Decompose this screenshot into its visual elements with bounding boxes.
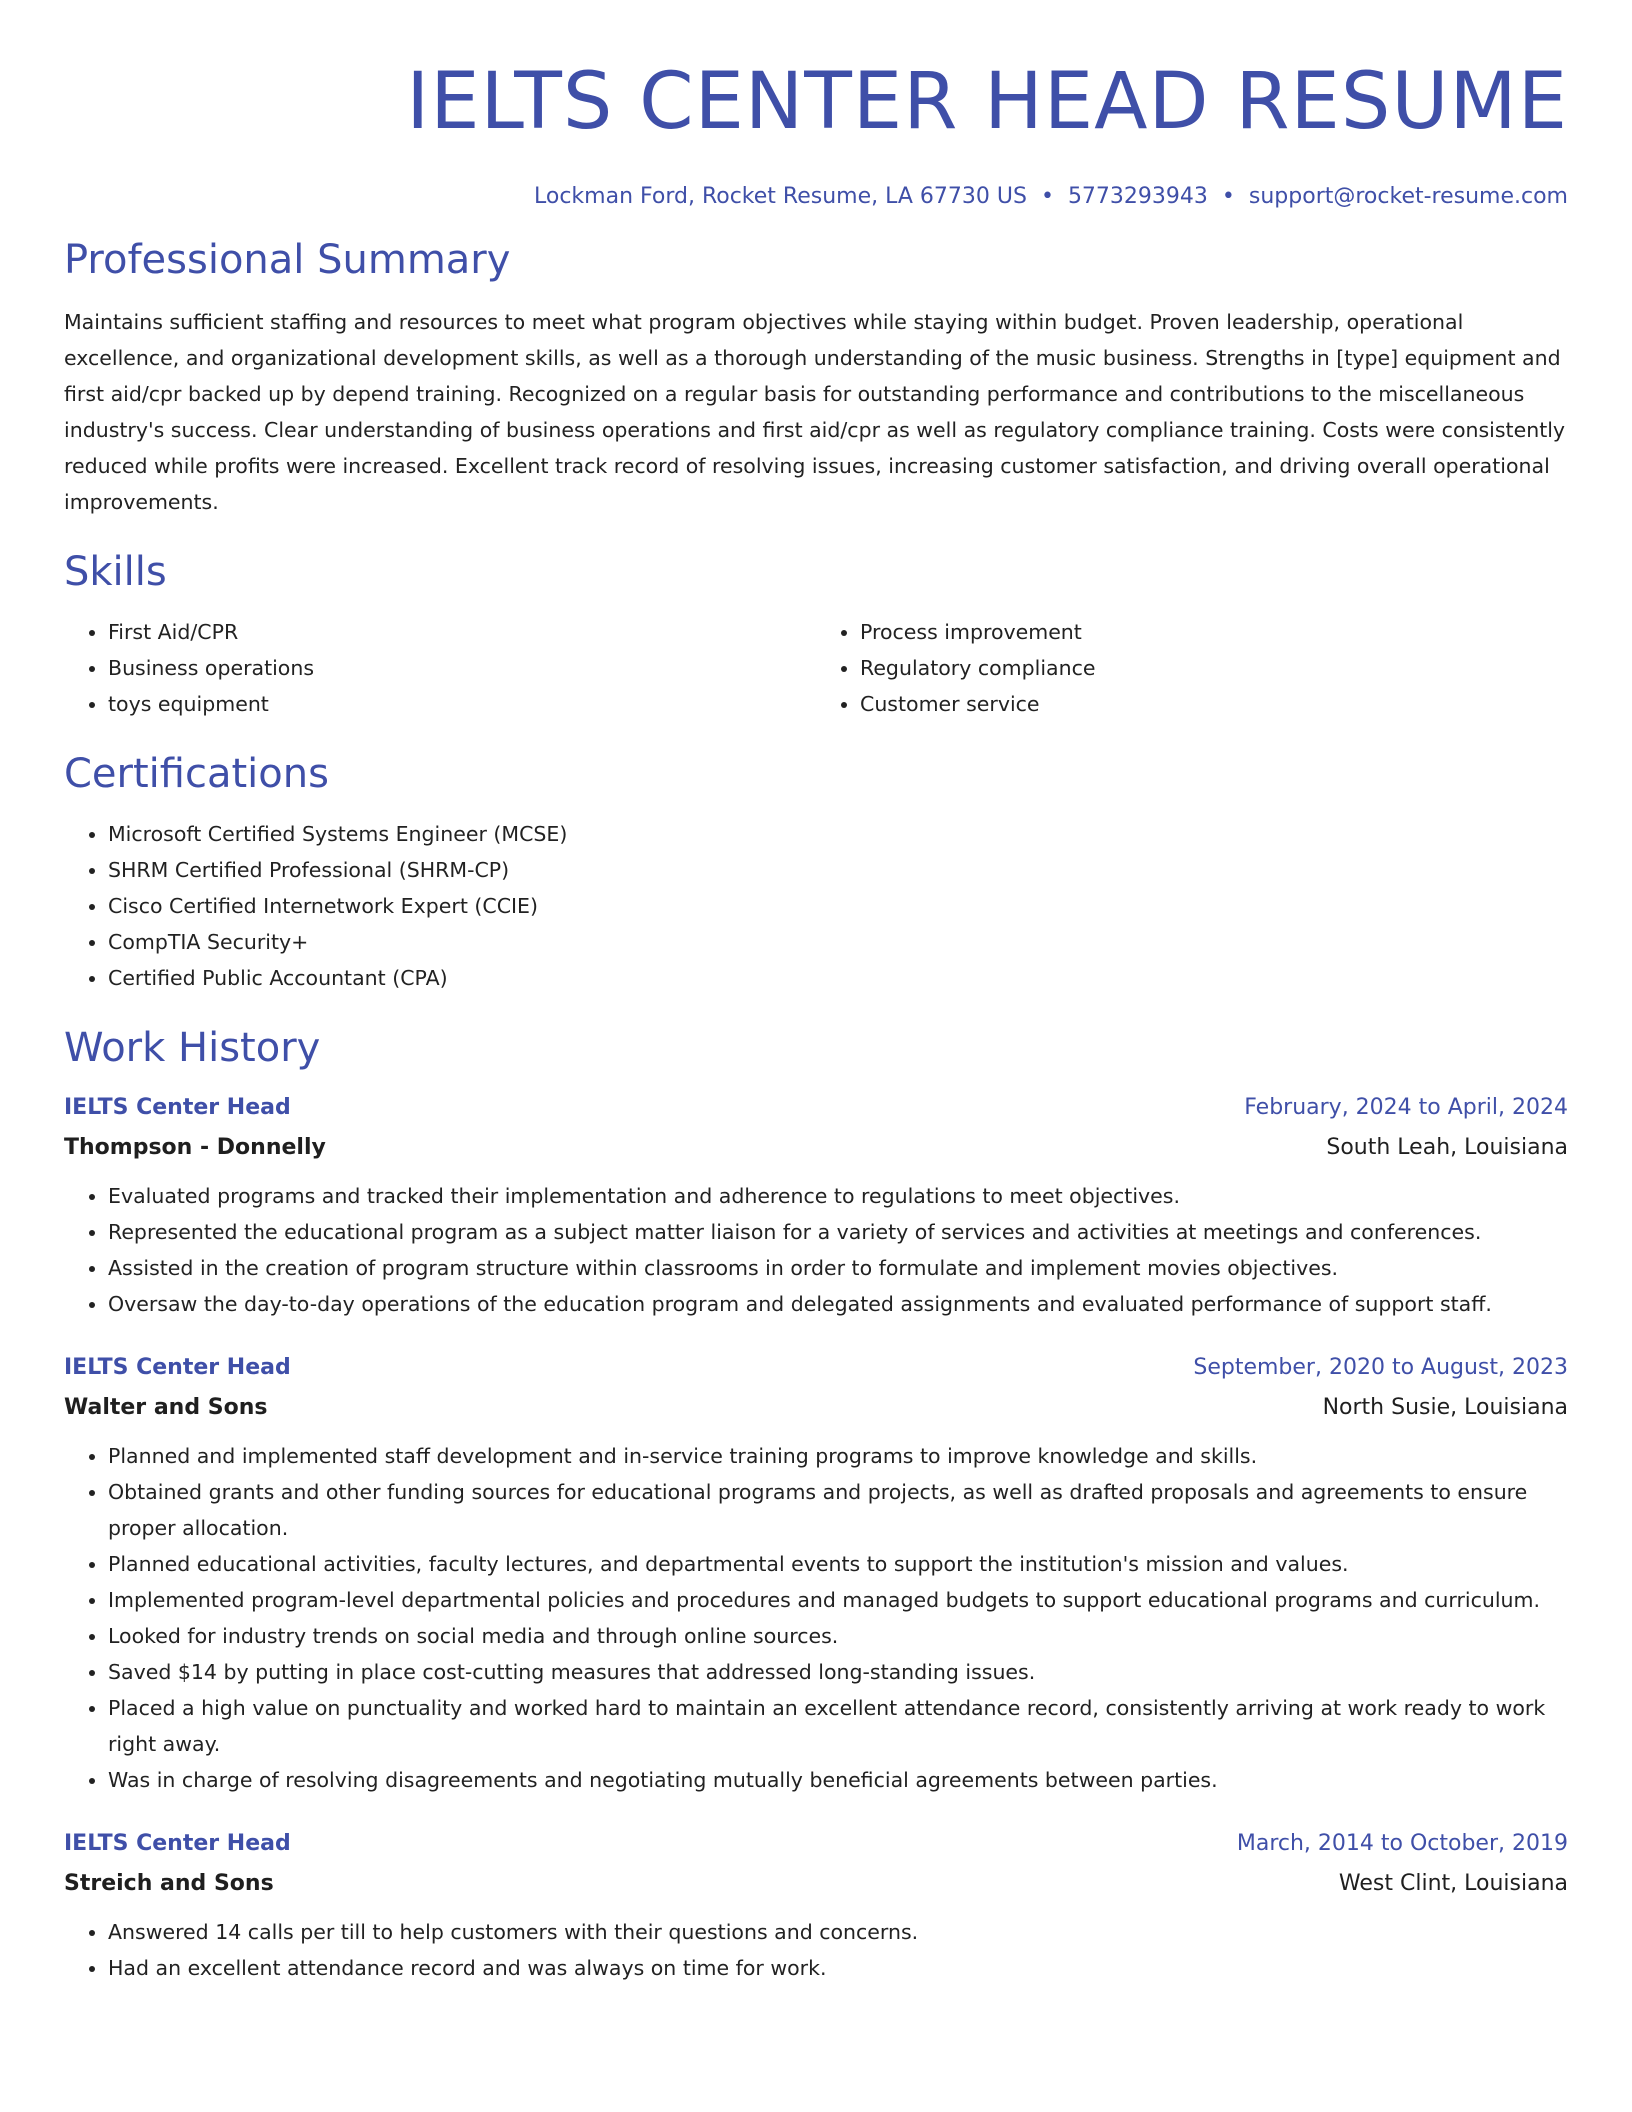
certification-item: • Cisco Certified Internetwork Expert (CCIE): [108, 888, 1568, 924]
certification-item: • Microsoft Certified Systems Engineer (MCSE): [108, 816, 1568, 852]
contact-separator: •: [1040, 184, 1054, 209]
job-bullets: [64, 1178, 1568, 1322]
contact-separator: •: [1221, 184, 1235, 209]
job-bullet: • Oversaw the day-to-day operations of the education program and delegated assignments and evaluated performance of support staff.: [108, 1286, 1568, 1322]
skill-item: • Process improvement: [860, 614, 1568, 650]
job-entry: [64, 1824, 1568, 1986]
job-bullet: • Assisted in the creation of program structure within classrooms in order to formulate and implement movies objectives.: [108, 1250, 1568, 1286]
job-subheader: [64, 1128, 1568, 1168]
job-location: North Susie, Louisiana: [1322, 1395, 1568, 1420]
contact-address: Lockman Ford, Rocket Resume, LA 67730 US: [533, 184, 1027, 209]
job-bullet: • Planned and implemented staff development and in-service training programs to improve knowledge and skills.: [108, 1438, 1568, 1474]
job-bullet: • Saved $14 by putting in place cost-cutting measures that addressed long-standing issues.: [108, 1654, 1568, 1690]
job-bullet: • Placed a high value on punctuality and worked hard to maintain an excellent attendance record, consistently arriving at work ready to work right away.: [108, 1690, 1568, 1762]
job-header: [64, 1348, 1568, 1388]
summary-text: Maintains sufficient staffing and resources to meet what program objectives while staying within budget. Proven leadership, operational excellence, and organizational development skills, as well as a thorough understanding of the music business. Strengths in [type] equipment and first aid/cpr backed up by depend training. Recognized on a regular basis for outstanding performance and contributions to the miscellaneous industry's success. Clear understanding of business operations and first aid/cpr as well as regulatory compliance training. Costs were consistently reduced while profits were increased. Excellent track record of resolving issues, increasing customer satisfaction, and driving overall operational improvements.: [64, 310, 1566, 514]
job-bullets: [64, 1914, 1568, 1986]
job-bullet: • Implemented program-level departmental policies and procedures and managed budgets to support educational programs and curriculum.: [108, 1582, 1568, 1618]
skill-item: • Regulatory compliance: [860, 650, 1568, 686]
job-company: Walter and Sons: [64, 1395, 268, 1420]
job-bullet: • Planned educational activities, faculty lectures, and departmental events to support the institution's mission and values.: [108, 1546, 1568, 1582]
certification-item: • SHRM Certified Professional (SHRM-CP): [108, 852, 1568, 888]
job-dates: February, 2024 to April, 2024: [1244, 1095, 1568, 1120]
work-history-heading: Work History: [64, 1025, 321, 1071]
skill-item: • First Aid/CPR: [108, 614, 816, 650]
skills-heading: Skills: [64, 549, 167, 595]
job-bullet: • Looked for industry trends on social media and through online sources.: [108, 1618, 1568, 1654]
skill-item: • Business operations: [108, 650, 816, 686]
contact-email[interactable]: support@rocket-resume.com: [1248, 184, 1568, 209]
job-bullet: • Had an excellent attendance record and was always on time for work.: [108, 1950, 1568, 1986]
job-entry: [64, 1348, 1568, 1798]
skills-list: [64, 614, 1568, 722]
job-dates: September, 2020 to August, 2023: [1193, 1355, 1568, 1380]
job-title: IELTS Center Head: [64, 1355, 291, 1380]
resume-title: IELTS CENTER HEAD RESUME: [406, 57, 1568, 147]
job-entry: [64, 1088, 1568, 1322]
certifications-list: [64, 816, 1568, 996]
job-location: South Leah, Louisiana: [1326, 1135, 1568, 1160]
certifications-heading: Certifications: [64, 751, 329, 797]
certification-item: • Certified Public Accountant (CPA): [108, 960, 1568, 996]
job-subheader: [64, 1864, 1568, 1904]
job-company: Thompson - Donnelly: [64, 1135, 326, 1160]
job-title: IELTS Center Head: [64, 1095, 291, 1120]
job-header: [64, 1824, 1568, 1864]
skills-column-left: [64, 614, 816, 722]
job-header: [64, 1088, 1568, 1128]
job-bullet: • Evaluated programs and tracked their implementation and adherence to regulations to meet objectives.: [108, 1178, 1568, 1214]
skills-column-right: [816, 614, 1568, 722]
contact-phone: 5773293943: [1067, 184, 1208, 209]
job-company: Streich and Sons: [64, 1871, 274, 1896]
job-subheader: [64, 1388, 1568, 1428]
job-dates: March, 2014 to October, 2019: [1236, 1831, 1568, 1856]
job-bullets: [64, 1438, 1568, 1798]
skill-item: • toys equipment: [108, 686, 816, 722]
job-location: West Clint, Louisiana: [1338, 1871, 1568, 1896]
contact-line: [64, 182, 1568, 212]
certification-item: • CompTIA Security+: [108, 924, 1568, 960]
job-bullet: • Answered 14 calls per till to help customers with their questions and concerns.: [108, 1914, 1568, 1950]
job-bullet: • Represented the educational program as a subject matter liaison for a variety of services and activities at meetings and conferences.: [108, 1214, 1568, 1250]
skill-item: • Customer service: [860, 686, 1568, 722]
job-bullet: • Was in charge of resolving disagreements and negotiating mutually beneficial agreements between parties.: [108, 1762, 1568, 1798]
job-title: IELTS Center Head: [64, 1831, 291, 1856]
summary-heading: Professional Summary: [64, 237, 511, 283]
job-bullet: • Obtained grants and other funding sources for educational programs and projects, as well as drafted proposals and agreements to ensure proper allocation.: [108, 1474, 1568, 1546]
